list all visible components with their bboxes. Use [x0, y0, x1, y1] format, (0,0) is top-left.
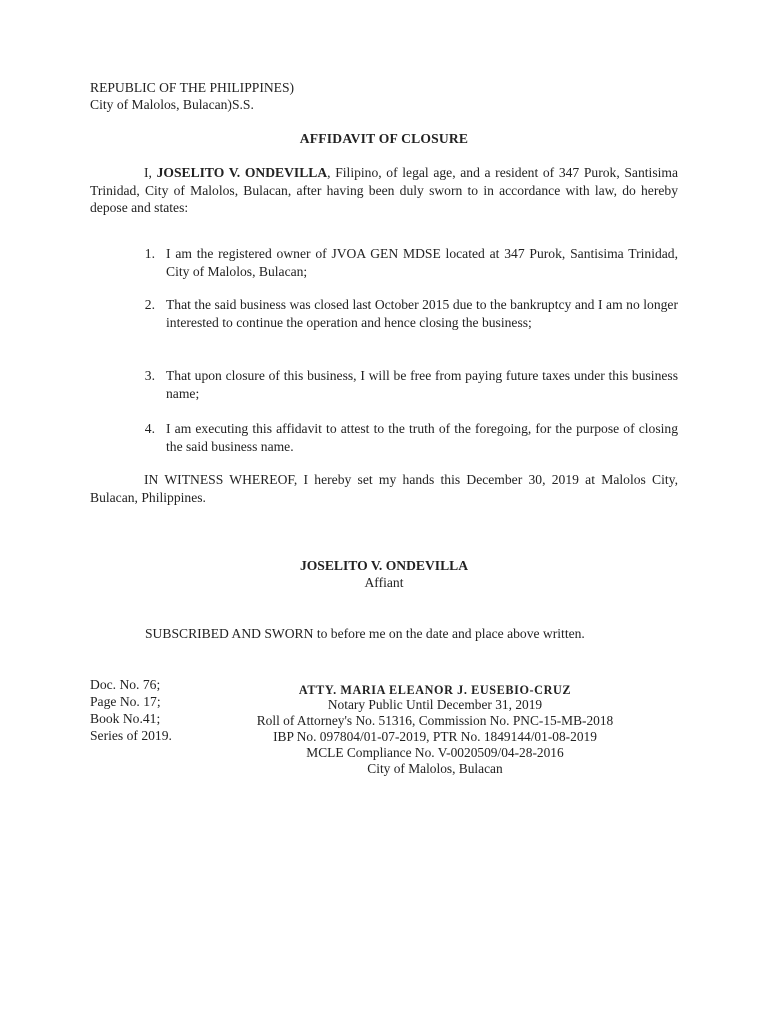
notary-name: ATTY. MARIA ELEANOR J. EUSEBIO-CRUZ	[298, 683, 572, 697]
item-1-text: I am the registered owner of JVOA GEN MDSE located at 347 Purok, Santisima Trinidad, City of Malolos, Bulacan;	[166, 246, 678, 279]
intro-rest: , Filipino, of legal age, and a resident of 347 Purok, Santisima Trinidad, City of Malolos, Bulacan, after having been duly sworn to in accordance with law, do hereby depose and states:	[90, 165, 678, 215]
intro-name: JOSELITO V. ONDEVILLA	[156, 165, 328, 180]
notary-city: City of Malolos, Bulacan	[367, 761, 503, 776]
subscribed-statement: SUBSCRIBED AND SWORN to before me on the date and place above written.	[145, 626, 585, 641]
witness-paragraph: IN WITNESS WHEREOF, I hereby set my hands this December 30, 2019 at Malolos City, Bulacan, Philippines.	[90, 472, 678, 505]
notary-roll-commission: Roll of Attorney's No. 51316, Commission No. PNC-15-MB-2018	[256, 713, 614, 728]
item-3-text: That upon closure of this business, I will be free from paying future taxes under this business name;	[166, 368, 678, 401]
notary-commission-until: Notary Public Until December 31, 2019	[327, 697, 543, 712]
intro-prefix: I,	[144, 165, 157, 180]
affiant-name: JOSELITO V. ONDEVILLA	[299, 558, 469, 573]
doc-number: Doc. No. 76;	[90, 677, 161, 692]
page-number: Page No. 17;	[90, 694, 161, 709]
header-city: City of Malolos, Bulacan)S.S.	[90, 97, 254, 112]
series-number: Series of 2019.	[90, 728, 172, 743]
item-4-number: 4.	[144, 421, 155, 436]
document-title: AFFIDAVIT OF CLOSURE	[299, 131, 469, 146]
intro-paragraph	[90, 164, 678, 217]
notary-ibp-ptr: IBP No. 097804/01-07-2019, PTR No. 1849144/01-08-2019	[273, 729, 597, 744]
item-3-number: 3.	[144, 368, 155, 383]
affiant-role: Affiant	[364, 575, 404, 590]
item-4-text: I am executing this affidavit to attest to the truth of the foregoing, for the purpose of closing the said business name.	[166, 421, 678, 454]
item-2-number: 2.	[144, 297, 155, 312]
notary-mcle: MCLE Compliance No. V-0020509/04-28-2016	[306, 745, 564, 760]
book-number: Book No.41;	[90, 711, 161, 726]
item-2-text: That the said business was closed last October 2015 due to the bankruptcy and I am no longer interested to continue the operation and hence closing the business;	[166, 297, 678, 330]
header-republic: REPUBLIC OF THE PHILIPPINES)	[90, 80, 295, 95]
item-1-number: 1.	[144, 246, 155, 261]
